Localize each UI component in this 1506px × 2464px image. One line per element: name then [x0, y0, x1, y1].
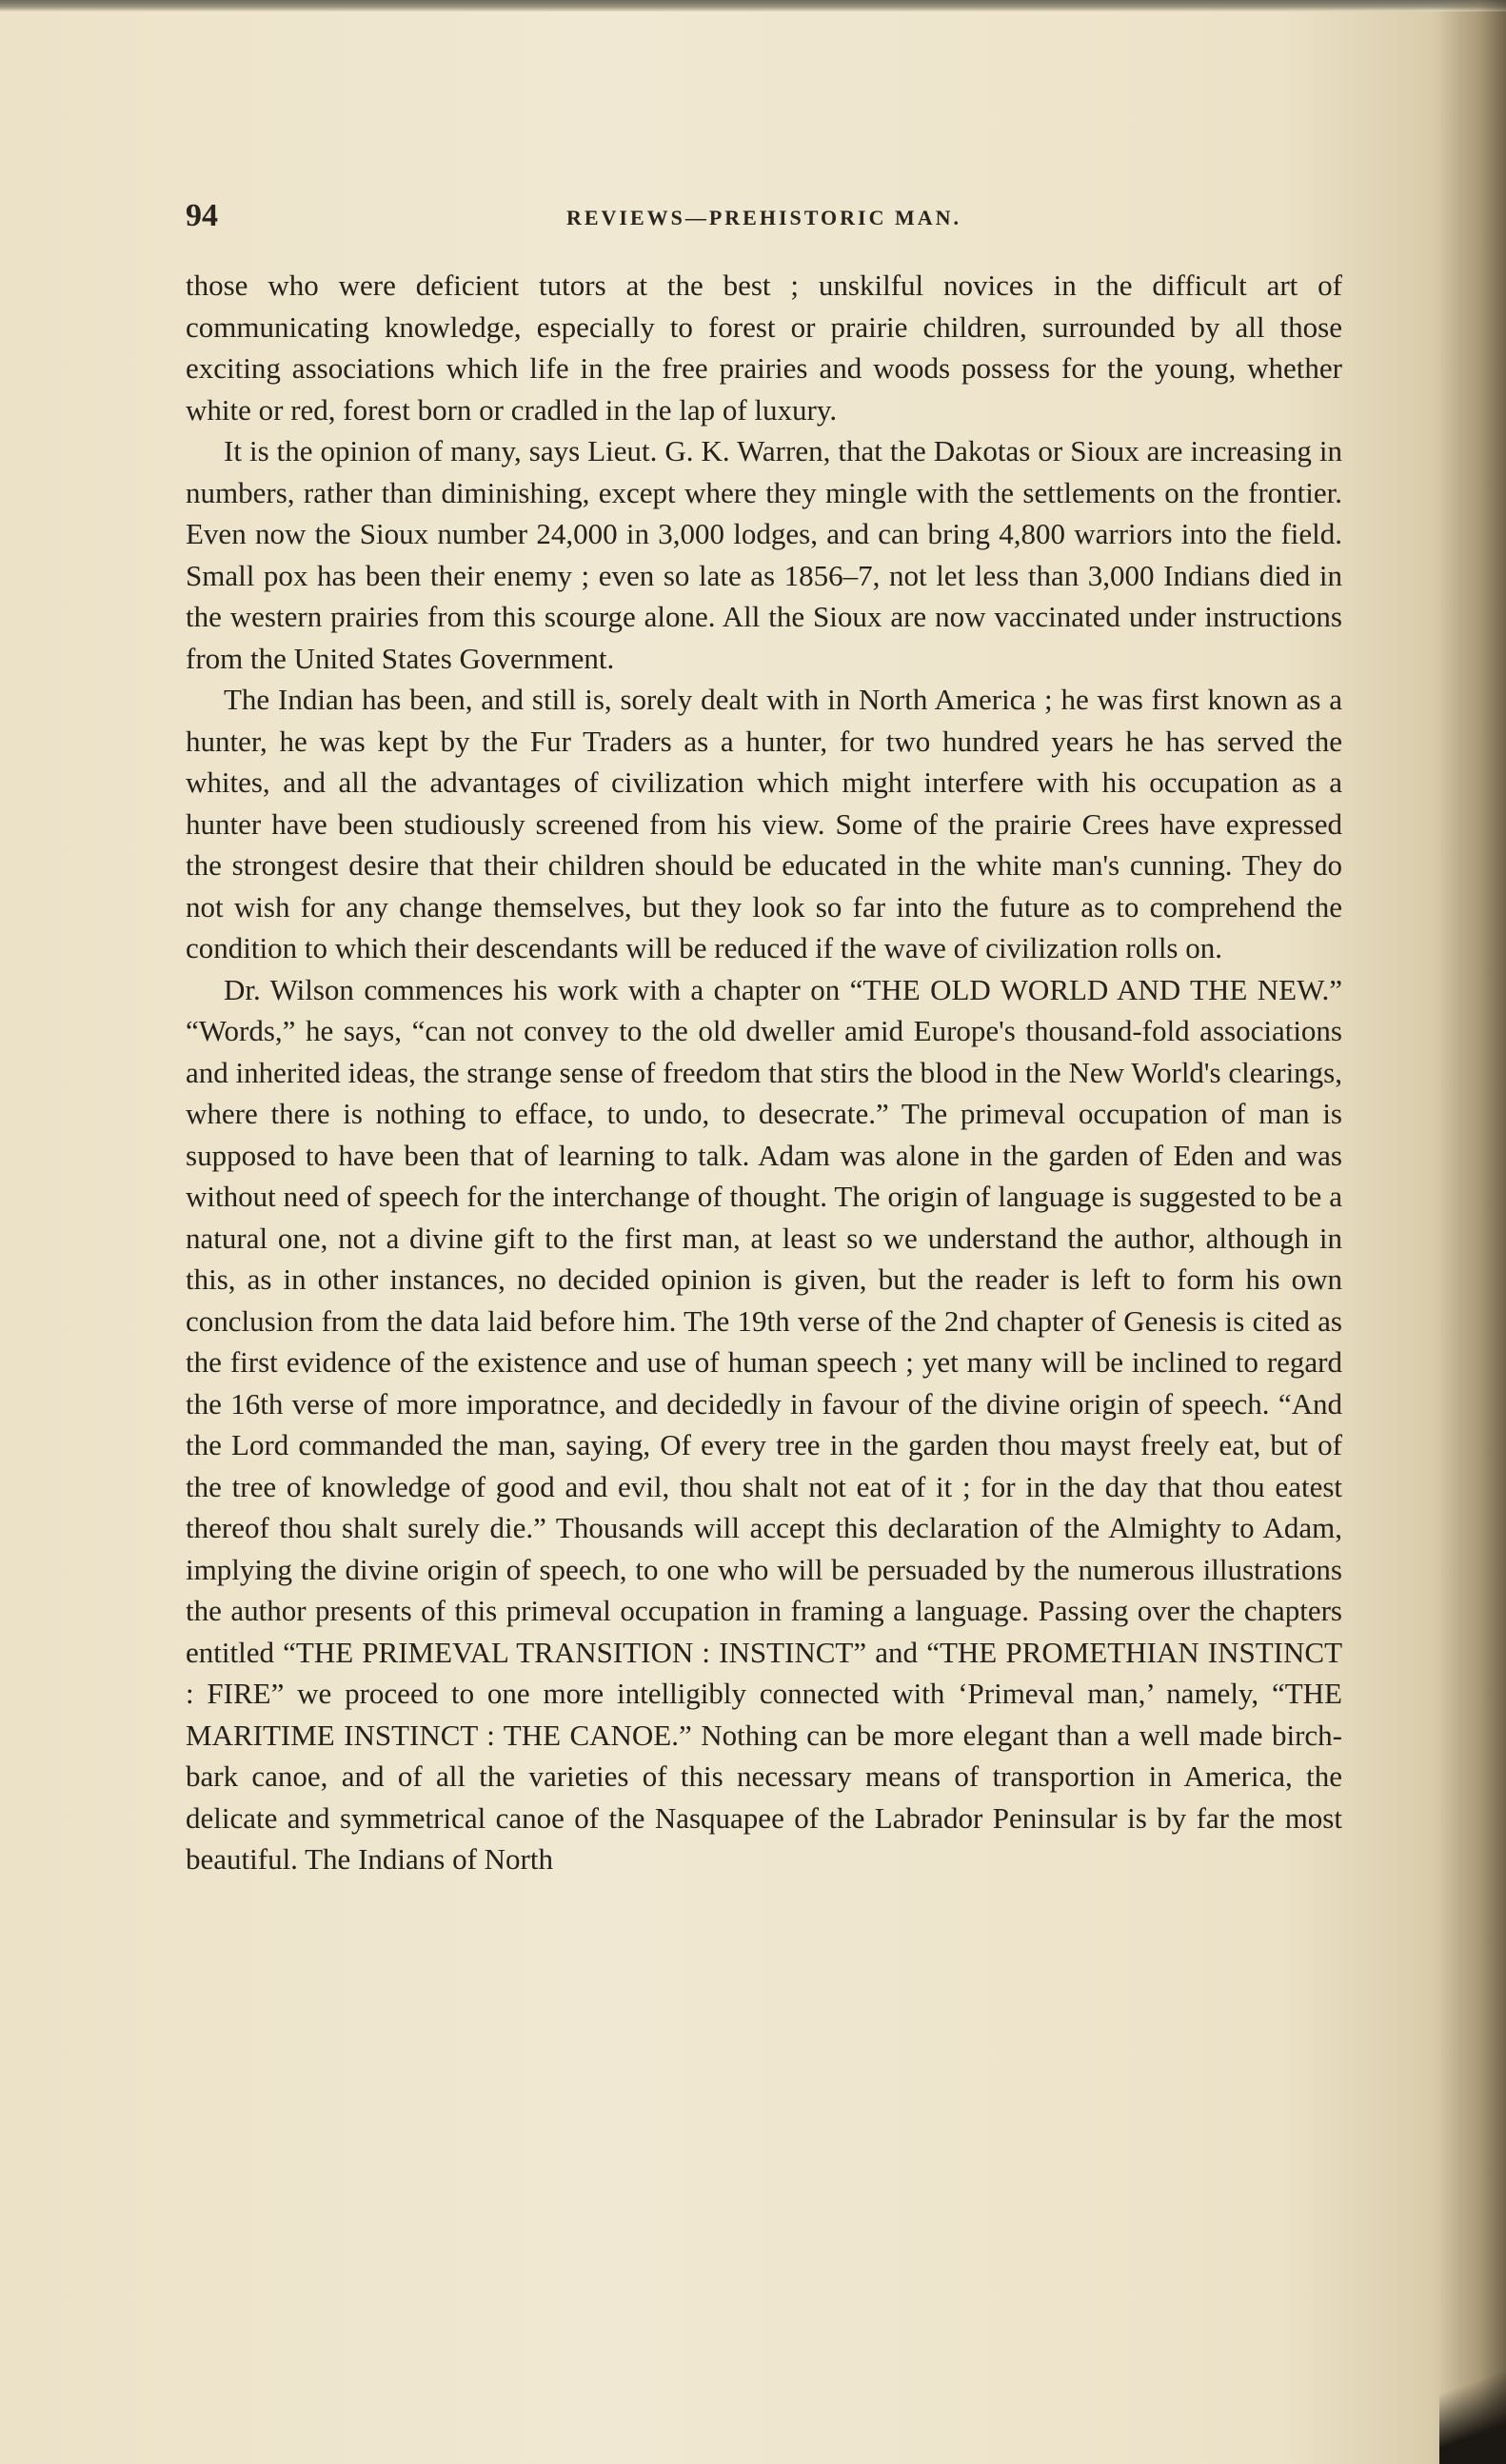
binding-gutter	[1439, 0, 1506, 2464]
paragraph: Dr. Wilson commences his work with a chapter on “THE OLD WORLD AND THE NEW.” “Words,” he says, “can not convey to the old dweller amid Europe's thousand-fold associations and inherited ideas, the strange sense of freedom that stirs the blood in the New World's clearings, where there is nothing to efface, to undo, to desecrate.” The primeval occupation of man is supposed to have been that of learning to talk. Adam was alone in the garden of Eden and was without need of speech for the interchange of thought. The origin of language is suggested to be a natural one, not a divine gift to the first man, at least so we understand the author, although in this, as in other instances, no decided opinion is given, but the reader is left to form his own conclusion from the data laid before him. The 19th verse of the 2nd chapter of Genesis is cited as the first evidence of the existence and use of human speech ; yet many will be inclined to regard the 16th verse of more imporatnce, and decidedly in favour of the divine origin of speech. “And the Lord commanded the man, saying, Of every tree in the garden thou mayst freely eat, but of the tree of knowledge of good and evil, thou shalt not eat of it ; for in the day that thou eatest thereof thou shalt surely die.” Thousands will accept this declaration of the Almighty to Adam, implying the divine origin of speech, to one who will be persuaded by the numerous illustrations the author presents of this primeval occupation in framing a language. Passing over the chapters entitled “THE PRIMEVAL TRANSITION : INSTINCT” and “THE PROMETHIAN INSTINCT : FIRE” we proceed to one more intelligibly connected with ‘Primeval man,’ namely, “THE MARITIME INSTINCT : THE CANOE.” Nothing can be more elegant than a well made birch-bark canoe, and of all the varieties of this necessary means of transportion in America, the delicate and symmetrical canoe of the Nasquapee of the Labrador Peninsular is by far the most beautiful. The Indians of North	[186, 972, 1342, 1876]
paragraph: It is the opinion of many, says Lieut. G. K. Warren, that the Dakotas or Sioux are increasing in numbers, rather than diminishing, except where they mingle with the settlements on the frontier. Even now the Sioux number 24,000 in 3,000 lodges, and can bring 4,800 warriors into the field. Small pox has been their enemy ; even so late as 1856–7, not let less than 3,000 Indians died in the western prairies from this scourge alone. All the Sioux are now vaccinated under instructions from the United States Government.	[186, 434, 1342, 675]
running-head: REVIEWS—PREHISTORIC MAN.	[565, 206, 962, 229]
paragraph: those who were deficient tutors at the best ; unskilful novices in the difficult art of communicating knowledge, especially to forest or prairie children, surrounded by all those exciting associations which life in the free prairies and woods possess for the young, whether white or red, forest born or cradled in the lap of luxury.	[186, 268, 1342, 427]
page-number: 94	[186, 198, 218, 233]
corner-shadow	[1439, 2331, 1506, 2464]
page-header	[186, 198, 1342, 236]
paragraph: The Indian has been, and still is, sorely dealt with in North America ; he was first known as a hunter, he was kept by the Fur Traders as a hunter, for two hundred years he has served the whites, and all the advantages of civilization which might interfere with his occupation as a hunter have been studiously screened from his view. Some of the prairie Crees have expressed the strongest desire that their children should be educated in the white man's cunning. They do not wish for any change themselves, but they look so far into the future as to comprehend the condition to which their descendants will be reduced if the wave of civilization rolls on.	[186, 683, 1342, 964]
page-top-edge	[0, 0, 1506, 11]
body-text	[186, 265, 1342, 1880]
